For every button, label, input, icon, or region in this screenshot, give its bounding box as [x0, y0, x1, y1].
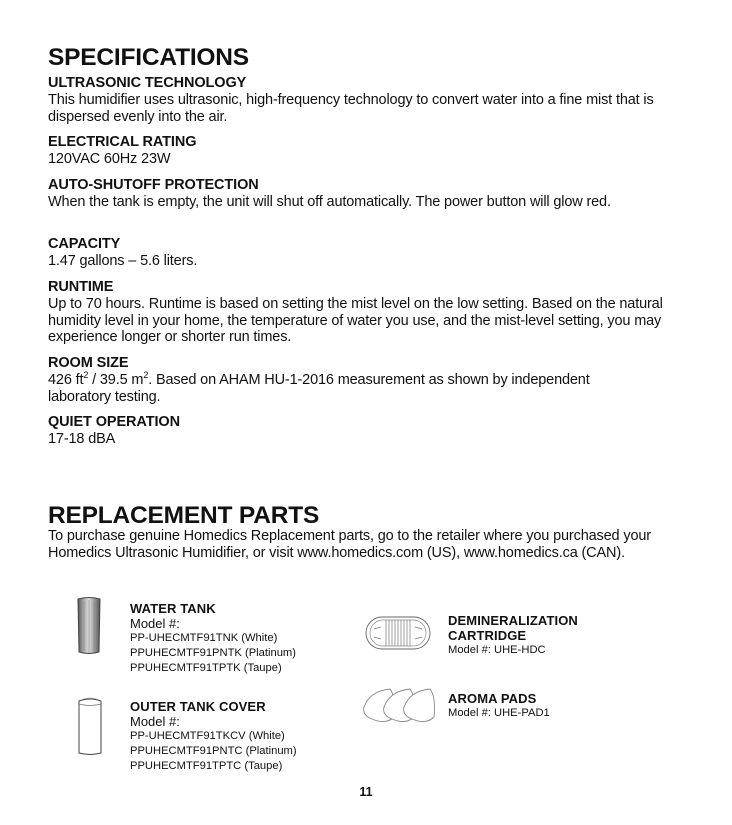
water-tank-icon: [76, 596, 102, 661]
spec-body: Up to 70 hours. Runtime is based on setting the mist level on the low setting. Based on the natural humidity level in your home, the temperature of water you use, and the mist-level setting, you may experience longer or shorter run times.: [48, 296, 663, 345]
part-demineralization-cartridge: [448, 613, 578, 658]
superscript: 2: [83, 370, 89, 380]
part-title: OUTER TANK COVER: [130, 699, 266, 714]
part-title: DEMINERALIZATION: [448, 613, 578, 628]
spec-title: QUIET OPERATION: [48, 414, 180, 430]
spec-title: ULTRASONIC TECHNOLOGY: [48, 75, 247, 91]
part-model-number: Model #: UHE-PAD1: [448, 707, 550, 719]
part-model-number: PPUHECMTF91PNTC (Platinum): [130, 744, 297, 757]
spec-auto-shutoff-protection: [48, 177, 688, 211]
aroma-pads-icon: [360, 687, 440, 730]
part-model-label: Model #:: [130, 714, 180, 729]
spec-body: When the tank is empty, the unit will shut off automatically. The power button will glow red.: [48, 194, 611, 210]
page-number: 11: [359, 785, 373, 799]
part-model-number: PP-UHECMTF91TKCV (White): [130, 730, 285, 742]
spec-body: 17-18 dBA: [48, 431, 116, 447]
replacement-parts-heading: REPLACEMENT PARTS: [48, 502, 320, 529]
spec-runtime: [48, 279, 688, 346]
part-model-number: PP-UHECMTF91TNK (White): [130, 632, 278, 644]
spec-title: ROOM SIZE: [48, 355, 129, 371]
spec-room-size: [48, 355, 688, 405]
demineralization-cartridge-icon: [365, 616, 431, 655]
spec-capacity: [48, 236, 688, 270]
part-title: AROMA PADS: [448, 691, 537, 706]
part-title: WATER TANK: [130, 601, 216, 616]
part-model-label: Model #:: [130, 616, 180, 631]
replacement-parts-intro: To purchase genuine Homedics Replacement parts, go to the retailer where you purchased your Homedics Ultrasonic Humidifier, or visit www.homedics.com (US), www.homedics.ca (CAN).: [48, 528, 651, 561]
spec-title: RUNTIME: [48, 279, 114, 295]
outer-tank-cover-icon: [76, 695, 104, 762]
superscript: 2: [143, 370, 149, 380]
spec-body: [48, 372, 608, 405]
room-size-m: / 39.5 m: [88, 372, 144, 388]
part-model-number: PPUHECMTF91TPTC (Taupe): [130, 759, 283, 772]
spec-ultrasonic-technology: [48, 75, 688, 125]
part-model-number: PPUHECMTF91TPTK (Taupe): [130, 661, 282, 674]
spec-body: 1.47 gallons – 5.6 liters.: [48, 253, 198, 269]
room-size-ft: 426 ft: [48, 372, 84, 388]
part-water-tank: [130, 601, 296, 675]
part-aroma-pads: [448, 691, 550, 721]
part-outer-tank-cover: [130, 699, 297, 773]
spec-quiet-operation: [48, 414, 688, 448]
spec-title: CAPACITY: [48, 236, 121, 252]
spec-electrical-rating: [48, 134, 688, 168]
room-size-note: . Based on AHAM HU-1-2016 measurement as shown by independent laboratory testing.: [48, 372, 590, 405]
spec-title: ELECTRICAL RATING: [48, 134, 197, 150]
specifications-heading: SPECIFICATIONS: [48, 44, 249, 71]
part-model-number: PPUHECMTF91PNTK (Platinum): [130, 646, 296, 659]
spec-body: 120VAC 60Hz 23W: [48, 151, 171, 167]
spec-body: This humidifier uses ultrasonic, high-frequency technology to convert water into a fine mist that is dispersed evenly into the air.: [48, 92, 654, 125]
spec-title: AUTO-SHUTOFF PROTECTION: [48, 177, 259, 193]
part-model-number: Model #: UHE-HDC: [448, 644, 546, 656]
part-title: CARTRIDGE: [448, 628, 527, 643]
